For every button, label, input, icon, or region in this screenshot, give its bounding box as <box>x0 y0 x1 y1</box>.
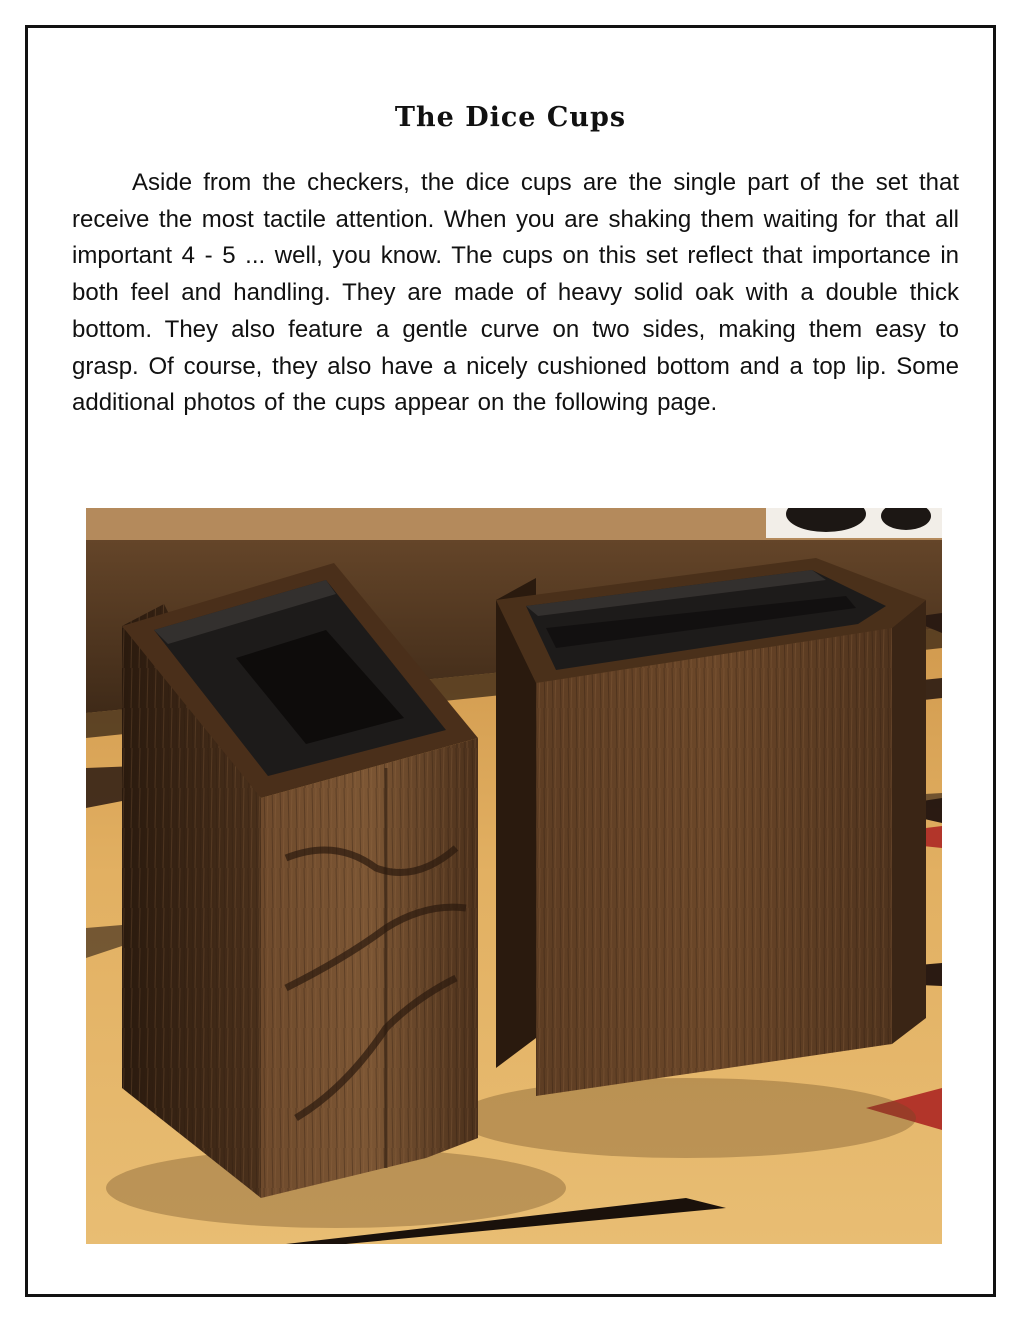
photo-illustration <box>86 508 942 1244</box>
page-title: The Dice Cups <box>394 102 627 133</box>
page-frame <box>25 25 996 1297</box>
dice-cups-photo <box>86 508 942 1244</box>
body-paragraph: Aside from the checkers, the dice cups are the single part of the set that receive the most tactile attention. When you are shaking them waiting for that all important 4 - 5 ... well, you know. The cups on this set reflect that importance in both feel and handling. They are made of heavy solid oak with a double thick bottom. They also feature a gentle curve on two sides, making them easy to grasp. Of course, they also have a nicely cushioned bottom and a top lip. Some additional photos of the cups appear on the following page. <box>72 169 959 417</box>
